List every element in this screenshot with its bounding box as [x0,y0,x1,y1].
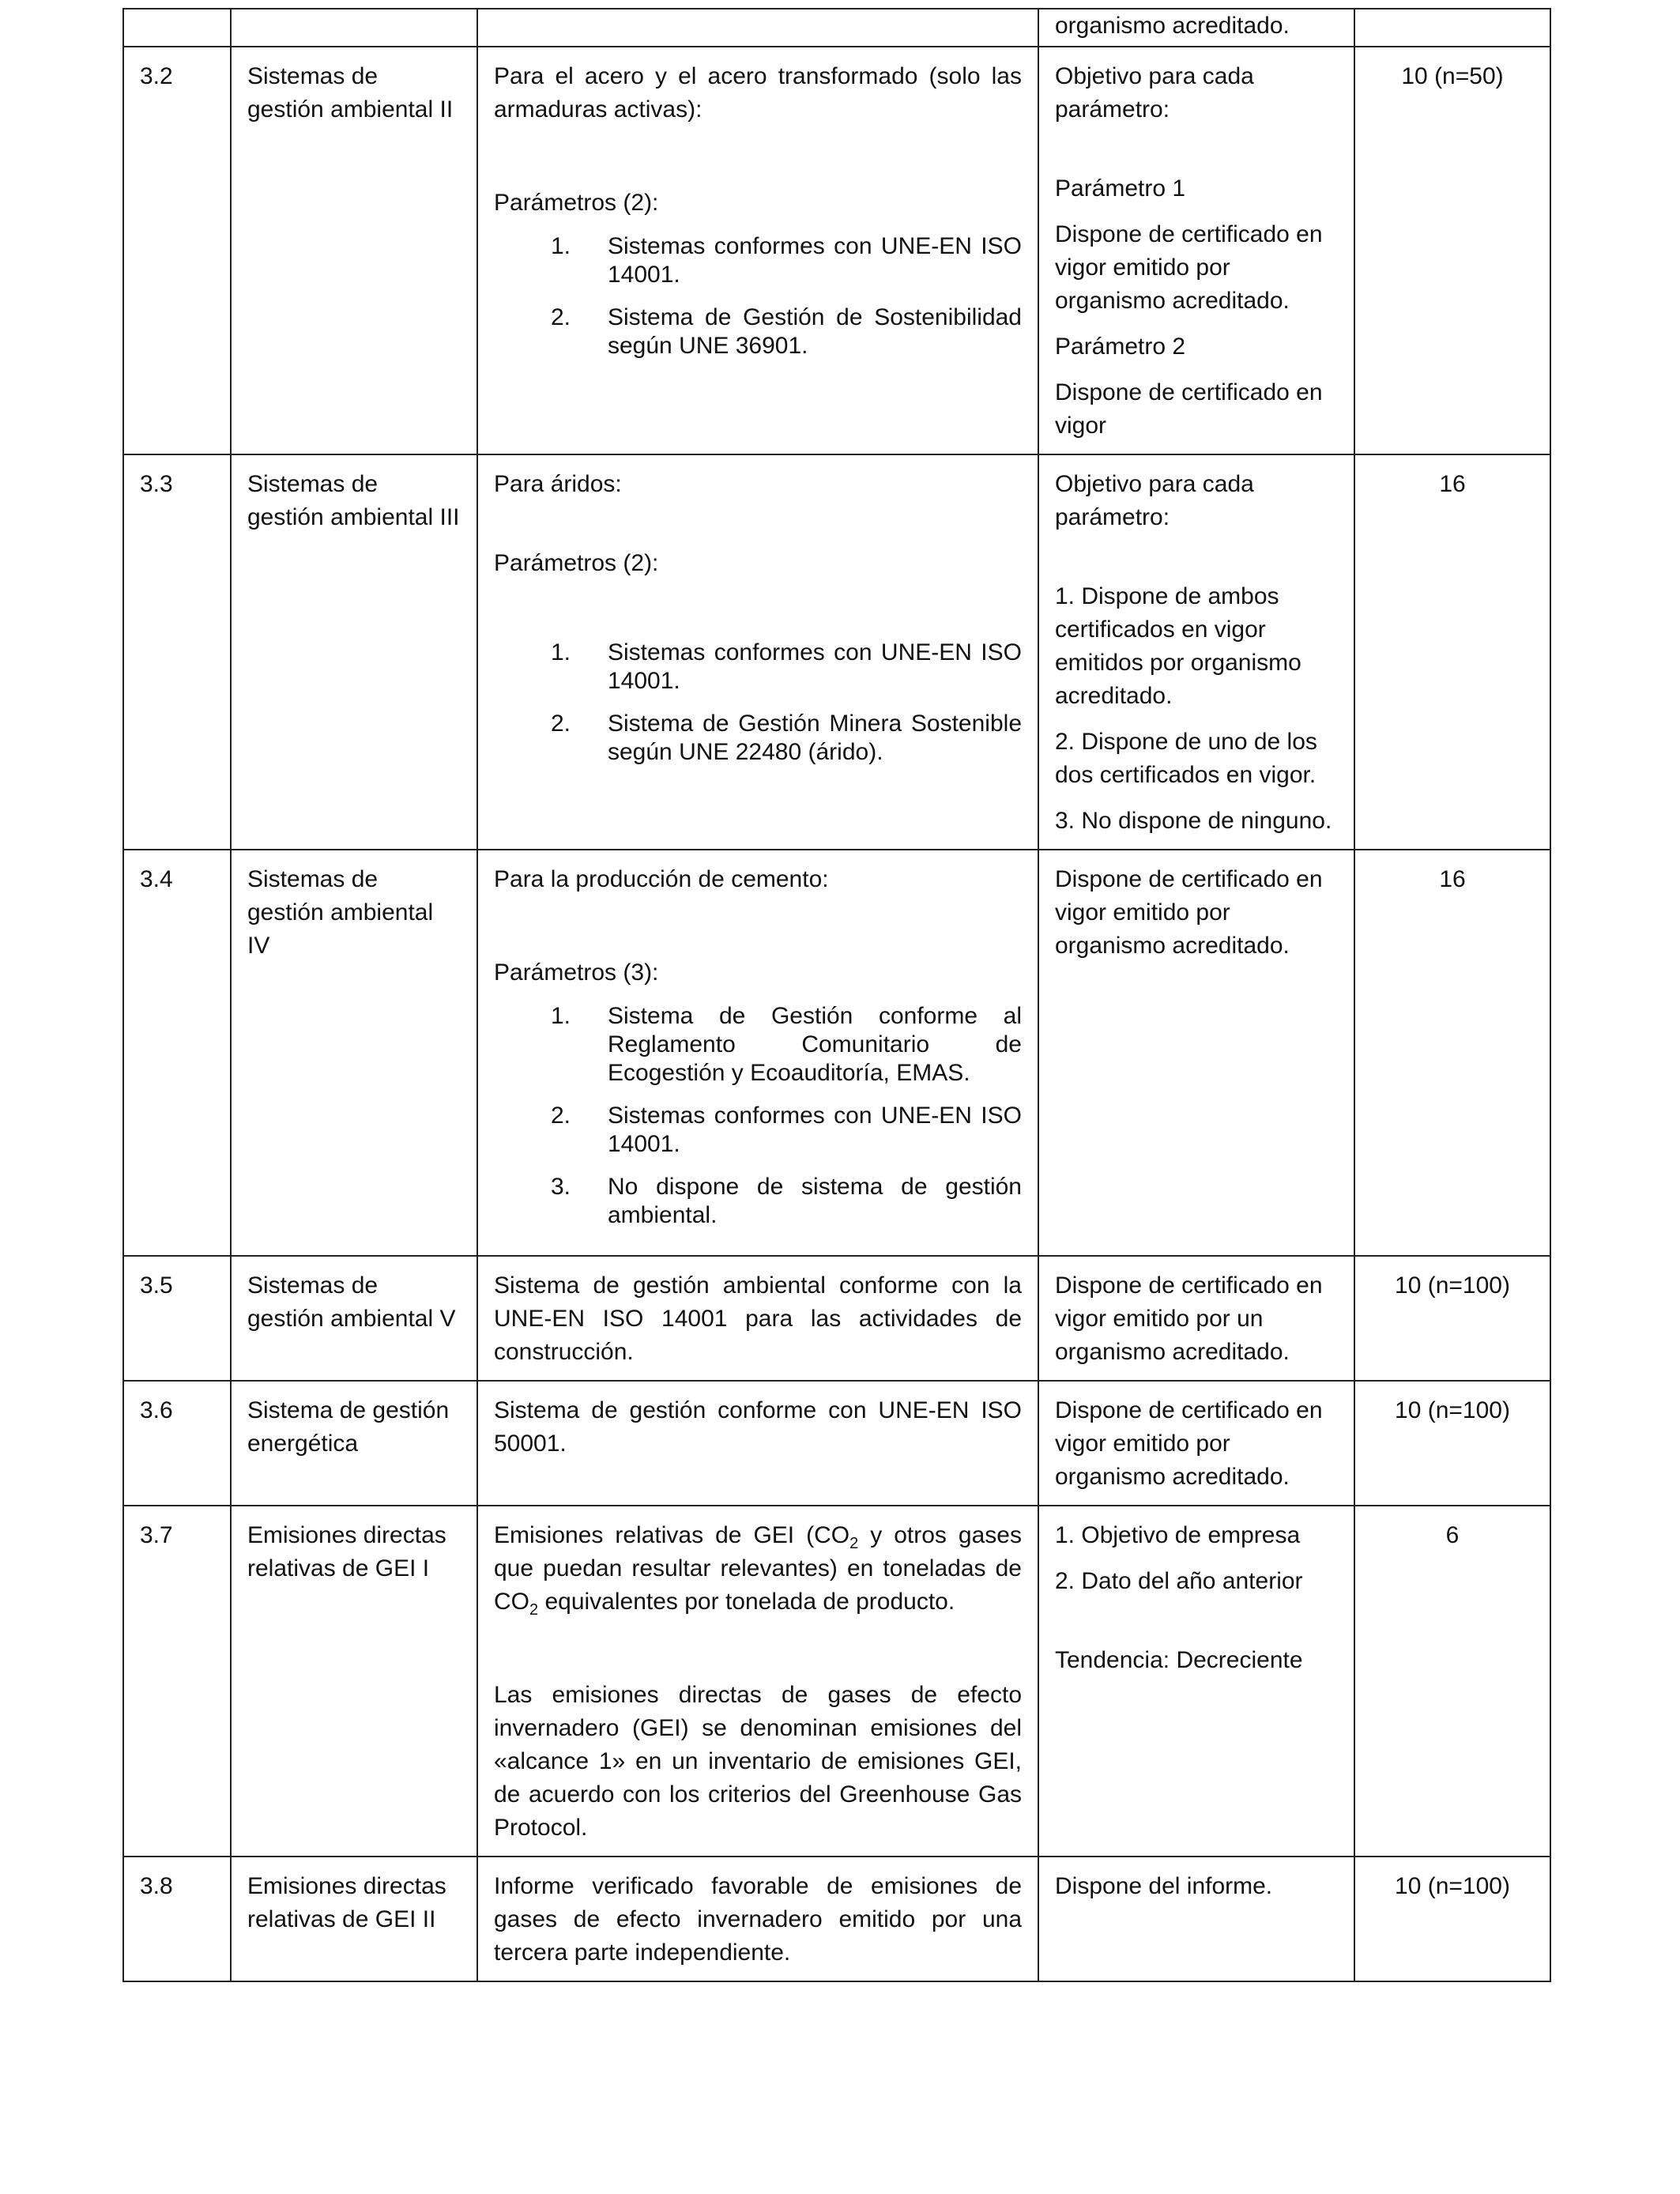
param-item [494,639,1022,696]
description-part: Emisiones relativas de GEI (CO [494,1522,850,1548]
objective-line: Dispone de certificado en vigor [1055,379,1323,439]
cell-description [477,1857,1038,1981]
param-number: 1. [551,233,571,259]
cell-objective [1038,1506,1354,1857]
cell-id: 3.4 [123,850,231,1256]
table-row [123,454,1550,850]
objective-line: Dispone de certificado en vigor emitido por organismo acreditado. [1055,866,1323,959]
cell-objective [1038,9,1354,47]
cell-points: 10 (n=100) [1354,1256,1550,1381]
table-row [123,1256,1550,1381]
param-item [494,232,1022,289]
objective-line: 3. No dispone de ninguno. [1055,808,1332,834]
objective-line: 2. Dato del año anterior [1055,1568,1303,1594]
cell-description [477,47,1038,454]
cell-objective [1038,850,1354,1256]
cell-points: 16 [1354,454,1550,850]
description-intro: Para la producción de cemento: [494,866,829,892]
param-number: 2. [551,304,571,330]
param-text: Sistema de Gestión de Sostenibilidad según UNE 36901. [608,304,1022,359]
description-note: Las emisiones directas de gases de efecto invernadero (GEI) se denominan emisiones del «alcance 1» en un inventario de emisiones GEI, de acuerdo con los criterios del Greenhouse Gas Protocol. [494,1682,1022,1841]
cell-objective [1038,47,1354,454]
cell-name: Emisiones directas relativas de GEI I [231,1506,477,1857]
objective-line: Objetivo para cada parámetro: [1055,63,1254,123]
subscript: 2 [849,1535,859,1552]
cell-objective [1038,1381,1354,1506]
table-row-continued [123,9,1550,47]
objective-line: Dispone de certificado en vigor emitido por organismo acreditado. [1055,1397,1323,1490]
table-row [123,47,1550,454]
cell-points: 10 (n=100) [1354,1857,1550,1981]
cell-objective [1038,1857,1354,1981]
params-label: Parámetros (3): [494,959,659,986]
cell-id: 3.7 [123,1506,231,1857]
criteria-table [122,8,1551,1982]
cell-name: Emisiones directas relativas de GEI II [231,1857,477,1981]
cell-id: 3.3 [123,454,231,850]
table-row [123,1381,1550,1506]
param-number: 1. [551,639,571,665]
cell-name: Sistemas de gestión ambiental II [231,47,477,454]
cell-description [477,1381,1038,1506]
cell-id: 3.5 [123,1256,231,1381]
param-text: Sistemas conformes con UNE-EN ISO 14001. [608,639,1022,694]
table-row [123,850,1550,1256]
cell-description [477,850,1038,1256]
description-part: equivalentes por tonelada de producto. [538,1589,955,1615]
description-intro: Para el acero y el acero transformado (solo las armaduras activas): [494,63,1022,123]
cell-id [123,9,231,47]
cell-name: Sistemas de gestión ambiental III [231,454,477,850]
objective-line: Parámetro 2 [1055,334,1186,360]
param-number: 3. [551,1174,571,1200]
cell-name: Sistema de gestión energética [231,1381,477,1506]
description-text: Informe verificado favorable de emisiones de gases de efecto invernadero emitido por una tercera parte independiente. [494,1873,1022,1966]
description-text [494,1519,1022,1619]
params-list [494,1002,1022,1230]
description-text: Sistema de gestión ambiental conforme con la UNE-EN ISO 14001 para las actividades de construcción. [494,1272,1022,1365]
param-text: Sistema de Gestión Minera Sostenible según UNE 22480 (árido). [608,711,1022,765]
param-text: No dispone de sistema de gestión ambiental. [608,1174,1022,1228]
param-item [494,1102,1022,1159]
cell-objective [1038,1256,1354,1381]
cell-points: 10 (n=100) [1354,1381,1550,1506]
params-list [494,232,1022,360]
objective-line: Dispone de certificado en vigor emitido por un organismo acreditado. [1055,1272,1323,1365]
subscript: 2 [529,1601,539,1619]
cell-description [477,454,1038,850]
param-text: Sistemas conformes con UNE-EN ISO 14001. [608,233,1022,288]
objective-line: Dispone de certificado en vigor emitido por organismo acreditado. [1055,221,1323,314]
param-item [494,1173,1022,1230]
param-text: Sistemas conformes con UNE-EN ISO 14001. [608,1103,1022,1157]
objective-text: organismo acreditado. [1055,13,1290,39]
params-label: Parámetros (2): [494,550,659,576]
param-number: 1. [551,1003,571,1029]
param-item [494,1002,1022,1088]
cell-name: Sistemas de gestión ambiental IV [231,850,477,1256]
objective-line: Tendencia: Decreciente [1055,1647,1303,1673]
table-row [123,1857,1550,1981]
cell-description [477,9,1038,47]
param-number: 2. [551,1103,571,1129]
objective-line: 1. Objetivo de empresa [1055,1522,1301,1548]
cell-objective [1038,454,1354,850]
cell-description [477,1506,1038,1857]
cell-id: 3.6 [123,1381,231,1506]
objective-line: 1. Dispone de ambos certificados en vigor emitidos por organismo acreditado. [1055,583,1301,709]
params-list [494,639,1022,767]
param-item [494,710,1022,767]
objective-line: Parámetro 1 [1055,175,1186,202]
cell-description [477,1256,1038,1381]
description-intro: Para áridos: [494,471,622,497]
objective-line: Objetivo para cada parámetro: [1055,471,1254,530]
param-text: Sistema de Gestión conforme al Reglamento Comunitario de Ecogestión y Ecoauditoría, EMAS. [608,1003,1022,1086]
description-part: y otros gases que puedan resultar relevantes) en toneladas de CO [494,1522,1022,1615]
param-item [494,303,1022,360]
cell-id: 3.8 [123,1857,231,1981]
cell-points: 6 [1354,1506,1550,1857]
cell-points: 10 (n=50) [1354,47,1550,454]
cell-name [231,9,477,47]
param-number: 2. [551,711,571,737]
params-label: Parámetros (2): [494,190,659,216]
cell-id: 3.2 [123,47,231,454]
description-text: Sistema de gestión conforme con UNE-EN ISO 50001. [494,1397,1022,1457]
cell-name: Sistemas de gestión ambiental V [231,1256,477,1381]
objective-line: Dispone del informe. [1055,1873,1273,1899]
cell-points: 16 [1354,850,1550,1256]
cell-points [1354,9,1550,47]
table-row [123,1506,1550,1857]
objective-line: 2. Dispone de uno de los dos certificados en vigor. [1055,729,1317,788]
